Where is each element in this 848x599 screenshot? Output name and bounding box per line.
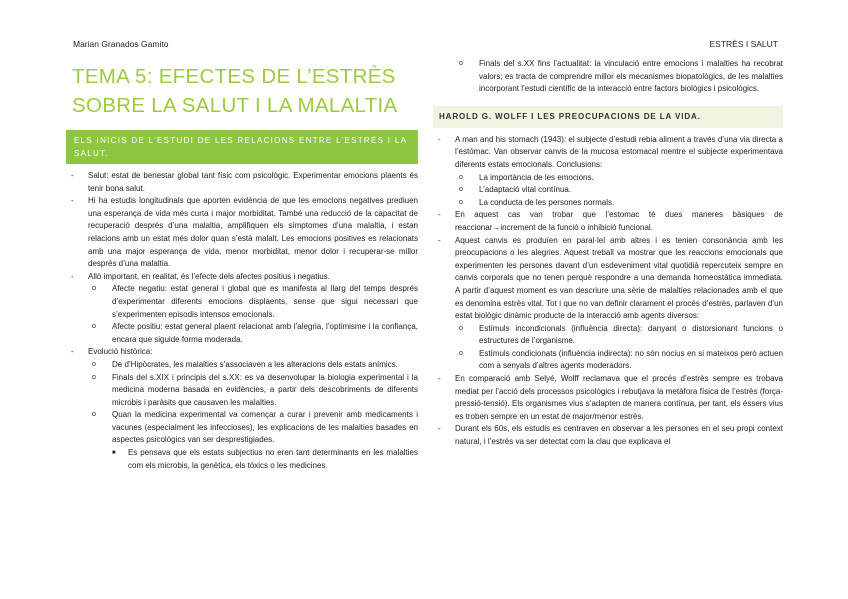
header-author: Marian Granados Gamito: [73, 39, 169, 49]
section-title-origins: ELS INICIS DE L’ESTUDI DE LES RELACIONS ENTRE L’ESTRÈS I LA SALUT.: [66, 130, 418, 164]
list-item: - A man and his stomach (1943): el subjecte d’estudi rebia aliment a través d’una via directa a l’estómac. Van observar canvis de la mucosa estomacal mentre el subjecte experimentava diferents estats emocionals. Conclusions:: [438, 134, 783, 169]
list-item: o Quan la medicina experimental va començar a curar i prevenir amb medicaments i vacunes (especialment les infeccioses), les explicacions de les malalties basades en aspectes psicològics van ser desprestigiades.: [92, 410, 418, 445]
page-title-line-1: TEMA 5: EFECTES DE L’ESTRÈS: [72, 65, 396, 88]
list-item: o La importància de les emocions.: [459, 172, 594, 182]
list-item: o Estímuls condicionats (influència indirecta): no són nocius en si mateixos però actuen com a senyals d’altres agents moderadors.: [459, 348, 783, 371]
list-item: - En comparació amb Selyé, Wolff reclamava que el procés d’estrès sempre es trobava mediat per l’acció dels processos psicològics i rebutjava la metàfora física de l’estrès (força-pressió-tensió). Els organismes vius s’adapten de manera contínua, per tant, els éssers vius es troben sempre en un estat de major/menor estrès.: [438, 374, 783, 421]
list-item: - Hi ha estudis longitudinals que aporten evidència de que les emocions negatives prediuen una esperança de vida més curta i major morbiditat. També una reducció de la capacitat de recuperació després d’una malaltia, amplifiquen els símptomes d’una malaltia, i estan relacions amb un estat més dolor quan s’està malalt. Les emocions positives es relacionats amb una major esperança de vida, menor morbiditat, menor dolor i recuperar-se millor després d’una malaltia.: [71, 196, 418, 269]
list-item: o L’adaptació vital contínua.: [459, 185, 572, 195]
section-title-wolff: HAROLD G. WOLFF I LES PREOCUPACIONS DE LA VIDA.: [433, 106, 783, 128]
header-subject: ESTRÈS I SALUT: [709, 39, 778, 49]
list-item: o De d’Hipòcrates, les malalties s’associaven a les alteracions dels estats anímics.: [92, 359, 398, 369]
left-column: [66, 58, 418, 472]
list-item: - En aquest cas van trobar que l’estomac té dues maneres bàsiques de reaccionar→increment de la funció o inhibició funcional.: [438, 210, 783, 232]
list-item: - Evolució històrica:: [71, 347, 153, 357]
list-item: o La conducta de les persones normals.: [459, 197, 615, 207]
list-item: o Finals del s.XIX i principis del s.XX: es va desenvolupar la biologia experimental i la medicina moderna basada en evidències, a partir dels descobriments de diferents microbis i paràsits que causaven les malalties.: [92, 372, 418, 407]
list-item: o Afecte positiu: estat general plaent relacionat amb l’alegria, l’optimisme i la confiança, encara que siguide forma moderada.: [92, 322, 418, 344]
page-title: [72, 62, 418, 120]
list-item: - Durant els 60s, els estudis es centraven en observar a les persones en el seu propi context natural, i l’estrès va ser detectat com la clau que explicava el: [438, 424, 783, 447]
list-item: o Finals del s.XX fins l’actualitat: la vinculació entre emocions i malalties ha recobrat valors; es tracta de comprendre millor els mecanismes biopatològics, de les malalties incorporant l’estudi científic de la interacció entre factors biològics i psicològics.: [459, 59, 783, 94]
list-item: o Afecte negatiu: estat general i global que es manifesta al llarg del temps després d’experimentar diferents emocions displaents, sense que sigui necessari que s’experimenten episodis intensos emocionals.: [92, 284, 418, 319]
right-column: [433, 58, 783, 449]
list-item: - Allò important, en realitat, és l’efecte dels afectes positius i negatius.: [71, 271, 330, 281]
list-item: ■ Es pensava que els estats subjectius no eren tant determinants en les malalties com els microbis, la genètica, els tòxics o les medicines.: [112, 448, 418, 470]
list-item: o Estímuls incondicionals (influència directa): danyant o distorsionant funcions o estructures de l’organisme.: [459, 323, 783, 346]
page-title-line-2: SOBRE LA SALUT I LA MALALTIA: [72, 94, 398, 117]
list-item: - Salut: estat de benestar global tant físic com psicològic. Experimentar emocions plaents és tenir bona salut.: [71, 171, 418, 193]
list-item: - Aquest canvis es produïen en paral·lel amb altres i es tenien consonància amb les preocupacions o les alegries. Aquest treball va mostrar que les reaccions emocionals que experimenten les persones davant d’un esdeveniment vital quotidià repercuteix sempre en canvis corporals que no tenen perquè respondre a una demanda homeostàtica immediata. A partir d’aquest moment es van descriure una sèrie de malalties relacionades amb el que es denomina estrès vital. Tot i que no van definir clarament el procés d’estrès, parlaven d’un estat biològic dinàmic producte de la interacció amb agents diversos:: [438, 235, 783, 321]
